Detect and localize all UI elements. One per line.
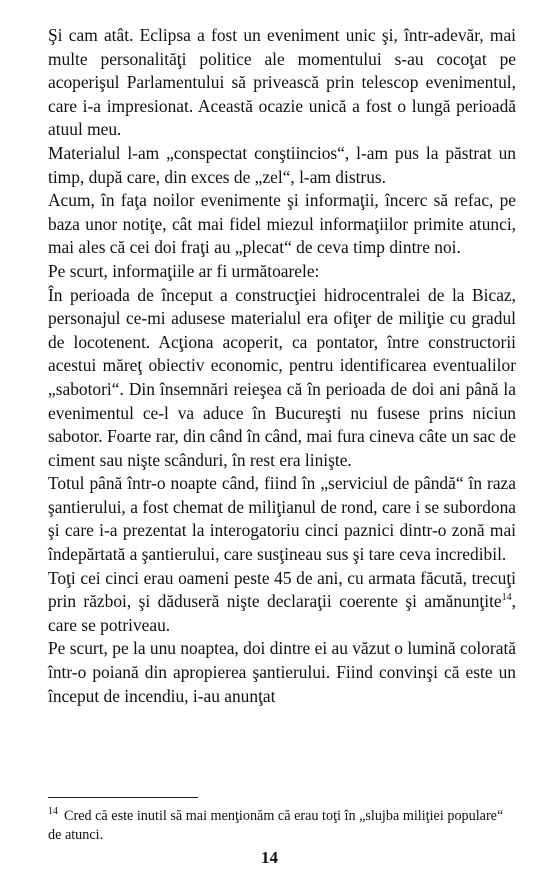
body-text [48,24,516,708]
paragraph-4: Pe scurt, informaţiile ar fi următoarele: [48,260,320,281]
footnote-number: 14 [48,806,58,818]
paragraph-7 [48,567,516,638]
paragraph-8: Pe scurt, pe la unu noaptea, doi dintre ei au văzut o lumină colorată într-o poiană din apropierea şantierului. Fiind convinşi că este un început de incendiu, i-au anunţat [48,638,516,706]
paragraph-6: Totul până într-o noapte când, fiind în „serviciul de pândă“ în raza şantierului, a fost chemat de miliţianul de rond, care i se subordona şi care i-a prezentat la interogatoriu cinci paznici dintr-o zonă mai îndepărtată a şantierului, care susţineau sus şi tare ceva incredibil. [48,473,516,565]
paragraph-1: Şi cam atât. Eclipsa a fost un eveniment unic şi, într-adevăr, mai multe personalităţi politice ale momentului s-au cocoţat pe acoperişul Parlamentului să privească prin telescop evenimentul, care i-a impresionat. Această ocazie unică a fost o lungă perioadă atuul meu. [48,25,516,140]
paragraph-2: Materialul l-am „conspectat conştiincios“, l-am pus la păstrat un timp, după care, din exces de „zel“, l-am distrus. [48,142,516,187]
footnote-divider [48,797,198,798]
footnote-reference: 14 [501,592,512,604]
page-number: 14 [261,848,278,867]
footnote [48,807,516,845]
paragraph-5: În perioada de început a construcţiei hidrocentralei de la Bicaz, personajul ce-mi adusese materialul era ofiţer de miliţie cu gradul de locotenent. Acţiona acoperit, ca pontator, între constructorii acestui măreţ obiectiv economic, pentru identificarea eventualilor „sabotori“. Din însemnări reieşea că în perioada de doi ani până la evenimentul ce-l va aduce în Bucureşti nu fusese prins niciun sabotor. Foarte rar, din când în când, mai fura cineva câte un sac de ciment sau nişte scânduri, în rest era linişte. [48,284,516,470]
paragraph-7-tail: , care se potriveau. [48,591,516,635]
footnote-text: Cred că este inutil să mai menţionăm că erau toţi în „slujba miliţiei populare“ de atunci. [48,808,504,843]
paragraph-7-text: Toţi cei cinci erau oameni peste 45 de ani, cu armata făcută, trecuţi prin război, şi dăduseră nişte declaraţii coerente şi amănunţite [48,567,516,612]
paragraph-3: Acum, în faţa noilor evenimente şi informaţii, încerc să refac, pe baza unor notiţe, cât mai fidel miezul informaţiilor primite atunci, mai ales că cei doi fraţi au „plecat“ de ceva timp dintre noi. [48,190,516,258]
